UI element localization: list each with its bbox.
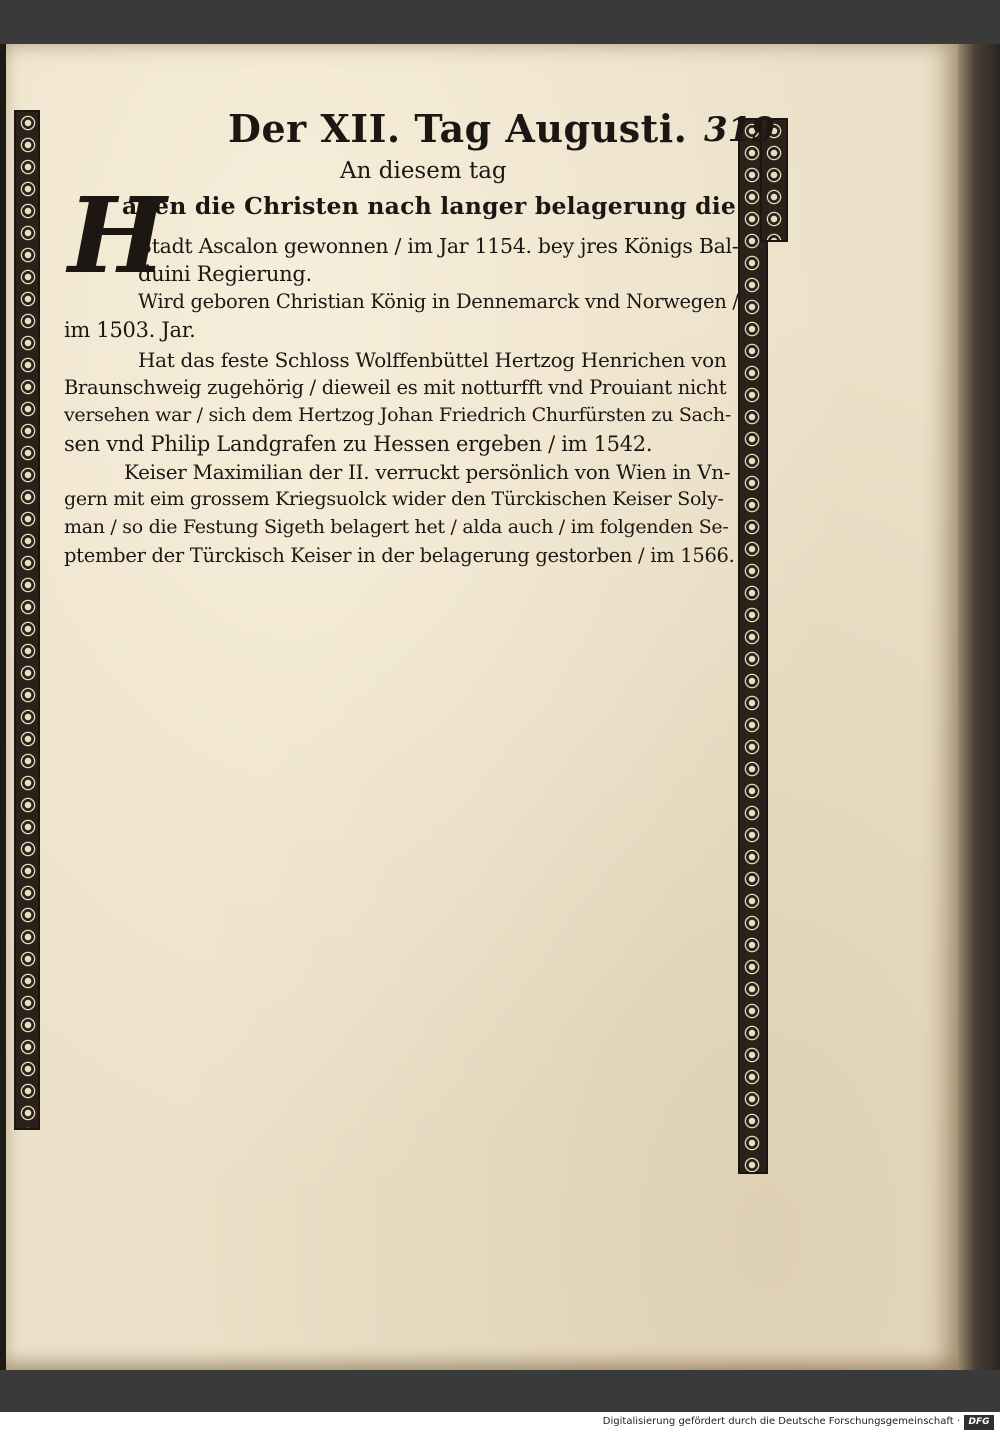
drop-cap: H — [68, 174, 167, 297]
ornamental-border-right — [738, 118, 768, 1174]
funding-credit: Digitalisierung gefördert durch die Deutsche Forschungsgemeinschaft · — [602, 1416, 960, 1427]
text-line: duini Regierung. — [138, 262, 312, 286]
text-line: ptember der Türckisch Keiser in der belagerung gestorben / im 1566. — [64, 544, 735, 567]
ornamental-border-left — [14, 110, 40, 1130]
running-head: Der XII. Tag Augusti. — [228, 106, 688, 151]
text-line: Braunschweig zugehörig / dieweil es mit notturfft vnd Prouiant nicht — [64, 376, 727, 399]
page-edge — [958, 44, 1000, 1370]
page-number: 319 — [704, 110, 775, 150]
text-line: versehen war / sich dem Hertzog Johan Friedrich Churfürsten zu Sach- — [64, 404, 731, 426]
page-header — [228, 106, 775, 156]
text-line: im 1503. Jar. — [64, 318, 196, 342]
text-line: sen vnd Philip Landgrafen zu Hessen ergeben / im 1542. — [64, 432, 653, 456]
subheading: An diesem tag — [340, 158, 507, 184]
text-line: Wird geboren Christian König in Dennemarck vnd Norwegen / — [138, 290, 739, 313]
text-line: gern mit eim grossem Kriegsuolck wider den Türckischen Keiser Soly- — [64, 488, 724, 510]
text-line: Keiser Maximilian der II. verruckt persönlich von Wien in Vn- — [124, 460, 731, 484]
text-line: aben die Christen nach langer belagerung die — [122, 192, 737, 220]
text-line: Stadt Ascalon gewonnen / im Jar 1154. bey jres Königs Bal- — [138, 234, 739, 258]
footer-bar — [0, 1412, 1000, 1434]
text-line: Hat das feste Schloss Wolffenbüttel Hertzog Henrichen von — [138, 348, 727, 372]
dfg-logo: DFG — [964, 1415, 994, 1430]
text-line: man / so die Festung Sigeth belagert het / alda auch / im folgenden Se- — [64, 516, 729, 538]
